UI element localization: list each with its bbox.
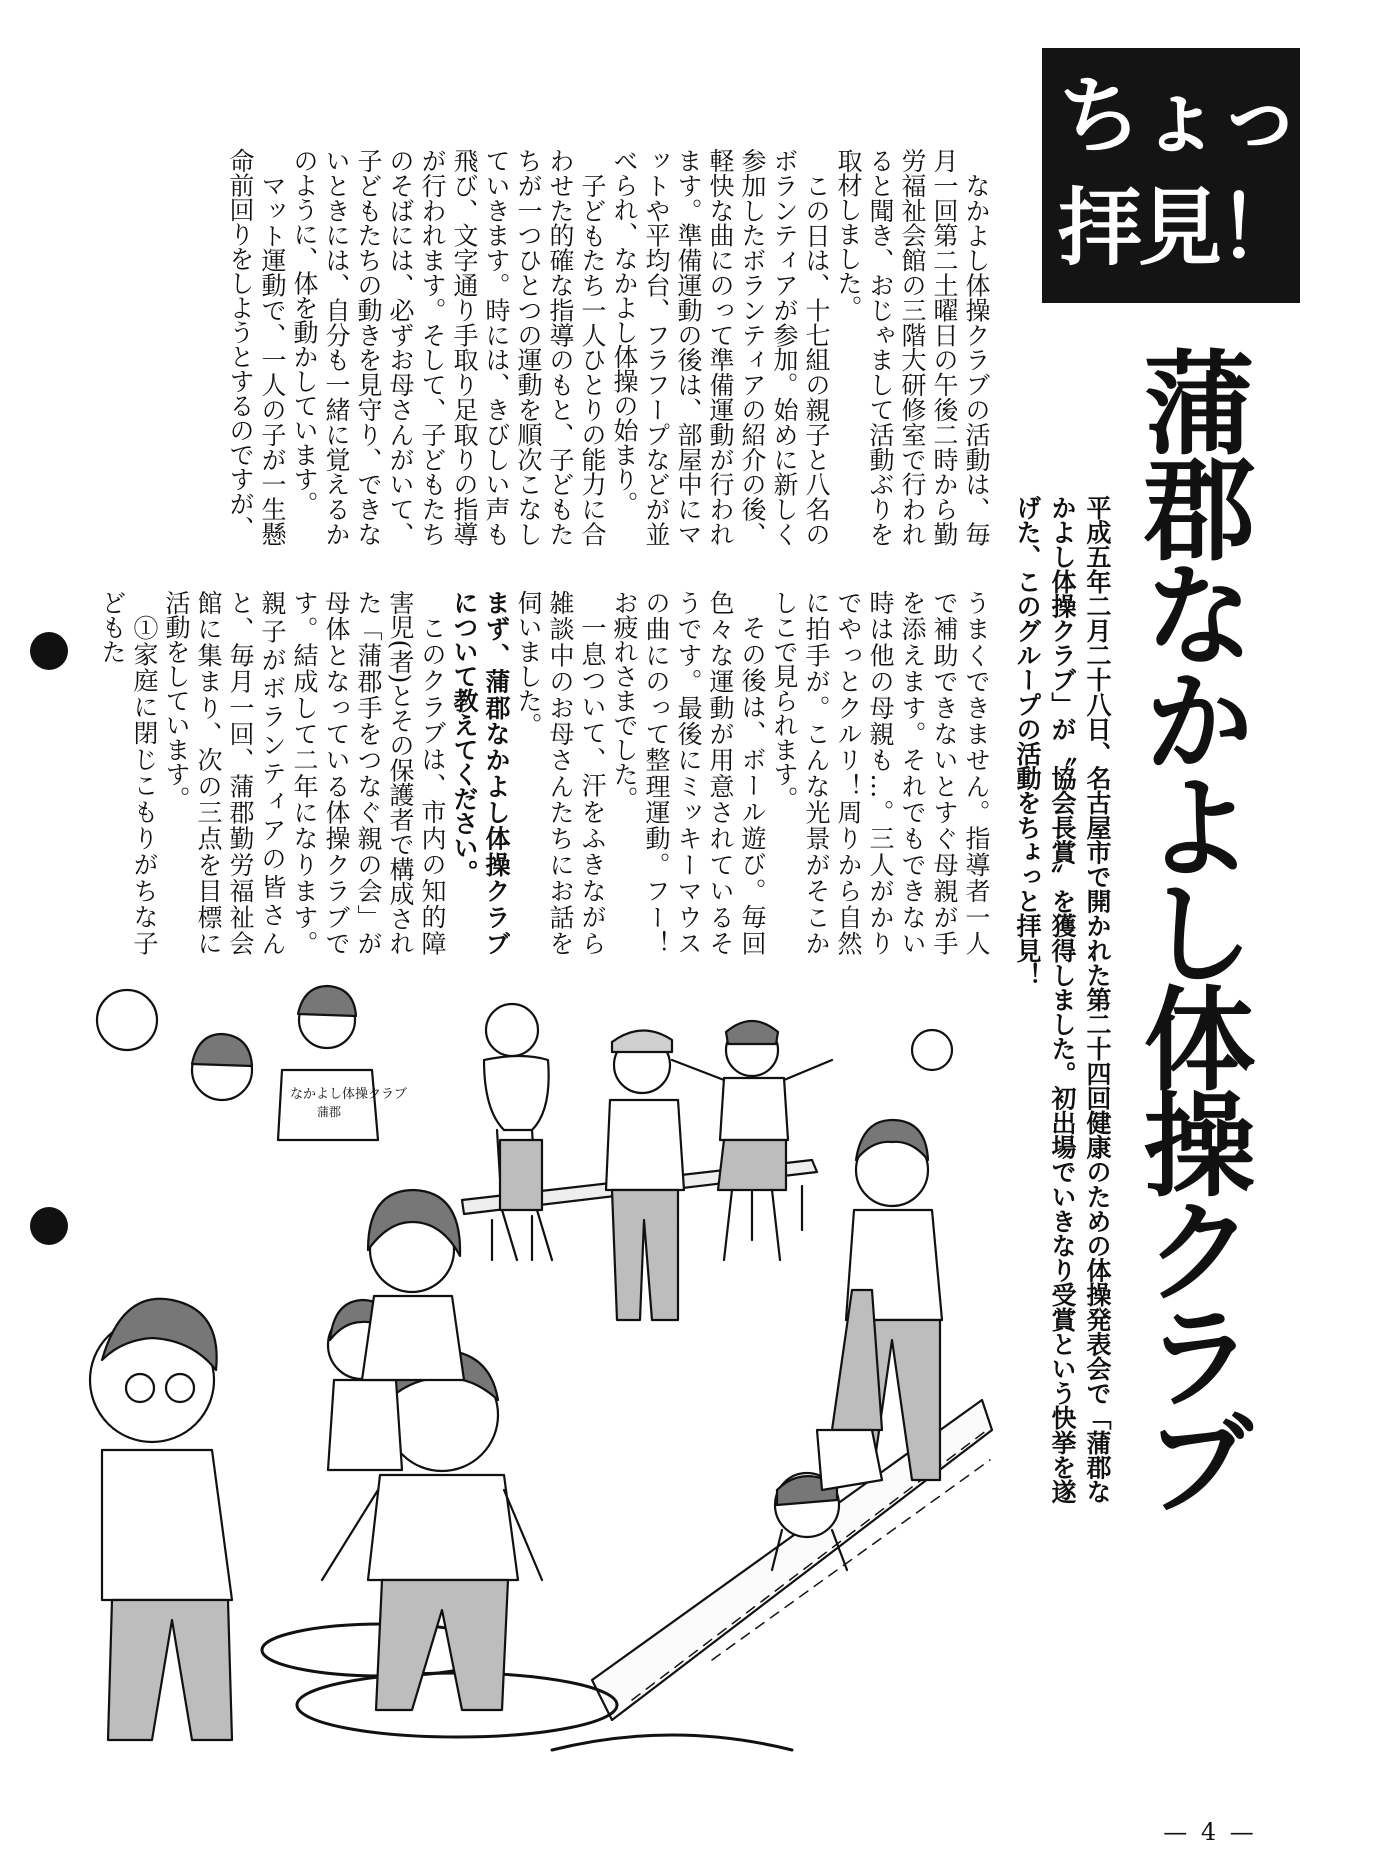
- paragraph: その後は、ボール遊び。毎回色々な運動が用意されているそうです。最後にミッキーマウスの曲にのって整理運動。フー！お疲れさまでした。: [610, 590, 767, 955]
- paragraph: このクラブは、市内の知的障害児(者)とその保護者で構成された「蒲郡手をつなぐ親の会」が母体となっている体操クラブです。結成して二年になります。親子がボランティアの皆さんと、毎月一回、蒲郡勤労福祉会館に集まり、次の三点を目標に活動をしています。: [162, 590, 447, 955]
- gym-illustration: [112, 960, 992, 1750]
- section-badge: [1042, 48, 1378, 303]
- badge-line-1: ちょっと: [1058, 67, 1378, 165]
- body-column-upper: [112, 148, 992, 546]
- paragraph: この日は、十七組の親子と八名のボランティアが参加。始めに新しく参加したボランティアの紹介の後、軽快な曲にのって準備運動が行われます。準備運動の後は、部屋中にマットや平均台、フラフープなどが並べられ、なかよし体操の始まり。: [610, 148, 831, 546]
- shirt-print: なかよし体操クラブ: [290, 1087, 408, 1102]
- punch-hole-bottom: [30, 1207, 68, 1245]
- paragraph: なかよし体操クラブの活動は、毎月一回第二土曜日の午後二時から勤労福祉会館の三階大研修室で行われると聞き、おじゃまして活動ぶりを取材しました。: [834, 148, 991, 546]
- paragraph: うまくできません。指導者一人で補助できないとすぐ母親が手を添えます。それでもできない時は他の母親も…。三人がかりでやっとクルリ！周りから自然に拍手が。こんな光景がそこかしこで見られます。: [770, 590, 991, 955]
- body-column-lower: [98, 590, 992, 955]
- interview-question: まず、蒲郡なかよし体操クラブについて教えてください。: [450, 590, 511, 955]
- mother-glasses-figure: [90, 1299, 232, 1740]
- instructor-figure: [484, 1004, 552, 1260]
- handstand-child-figure: [772, 1290, 882, 1570]
- paragraph: マット運動で、一人の子が一生懸命前回りをしようとするのですが、: [226, 148, 287, 546]
- hula-hoop: [552, 1735, 792, 1750]
- volunteer-figure: [606, 1030, 684, 1320]
- article-lead: 平成五年二月二十八日、名古屋市で開かれた第二十四回健康のための体操発表会で「蒲郡なかよし体操クラブ」が〝協会長賞〟を獲得しました。初出場でいきなり受賞という快挙を遂げた、このグループの活動をちょっと拝見！: [1013, 495, 1112, 1504]
- punch-hole-top: [30, 632, 68, 670]
- paragraph: ①家庭に閉じこもりがちな子どもた: [98, 590, 159, 955]
- paragraph: 一息ついて、汗をふきながら雑談中のお母さんたちにお話を伺いました。: [514, 590, 607, 955]
- page-number: — 4 —: [1163, 1818, 1257, 1846]
- mother-curly-figure: [362, 1190, 464, 1380]
- paragraph: 子どもたち一人ひとりの能力に合わせた的確な指導のもと、子どもたちが一つひとつの運動を順次こなしていきます。時には、きびしい声も飛び、文字通り手取り足取りの指導が行われます。そして、子どもたちのそばには、必ずお母さんがいて、子どもたちの動きを見守り、できないときには、自分も一緒に覚えるかのように、体を動かしています。: [290, 148, 607, 546]
- article-title: 蒲郡なかよし体操クラブ: [1125, 345, 1255, 1511]
- shirt-print: 蒲郡: [317, 1105, 342, 1119]
- badge-line-2: 拝見！: [1058, 179, 1299, 277]
